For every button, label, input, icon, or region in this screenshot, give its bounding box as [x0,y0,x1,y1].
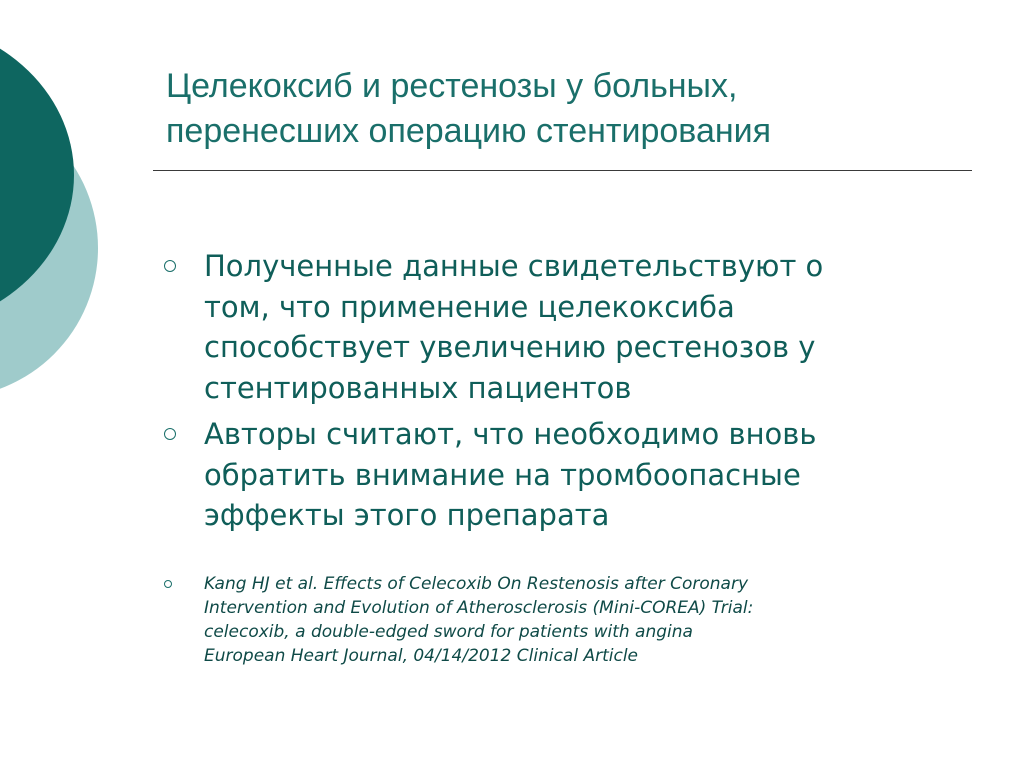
bullet-text-line: обратить внимание на тромбоопасные [204,457,801,492]
slide-title [166,64,986,154]
bullet-item-authors-opinion [164,414,974,536]
hollow-circle-bullet-icon [164,428,176,440]
reference-line: Intervention and Evolution of Atherosclerosis (Mini-COREA) Trial: [204,598,754,618]
bullet-text-line: стентированных пациентов [204,370,632,405]
bullet-text-line: Авторы считают, что необходимо вновь [204,417,817,451]
bullet-list [164,246,974,542]
reference-line: European Heart Journal, 04/14/2012 Clinical Article [204,646,638,666]
bullet-text-line: эффекты этого препарата [204,498,610,532]
hollow-circle-bullet-icon [164,260,176,272]
title-divider [153,170,972,171]
bullet-text-line: способствует увеличению рестенозов у [204,330,816,364]
bullet-text-line: Полученные данные свидетельствуют о [204,249,824,283]
bullet-item-findings [164,246,974,408]
title-line-1: Целекоксиб и рестенозы у больных, [166,67,738,105]
hollow-circle-bullet-icon [164,580,172,588]
bullet-text-line: том, что применение целекоксиба [204,289,735,324]
reference-citation [164,572,974,668]
reference-line: celecoxib, a double-edged sword for patients with angina [204,622,693,642]
title-line-2: перенесших операцию стентирования [166,112,772,150]
reference-line: Kang HJ et al. Effects of Celecoxib On Restenosis after Coronary [204,574,749,594]
